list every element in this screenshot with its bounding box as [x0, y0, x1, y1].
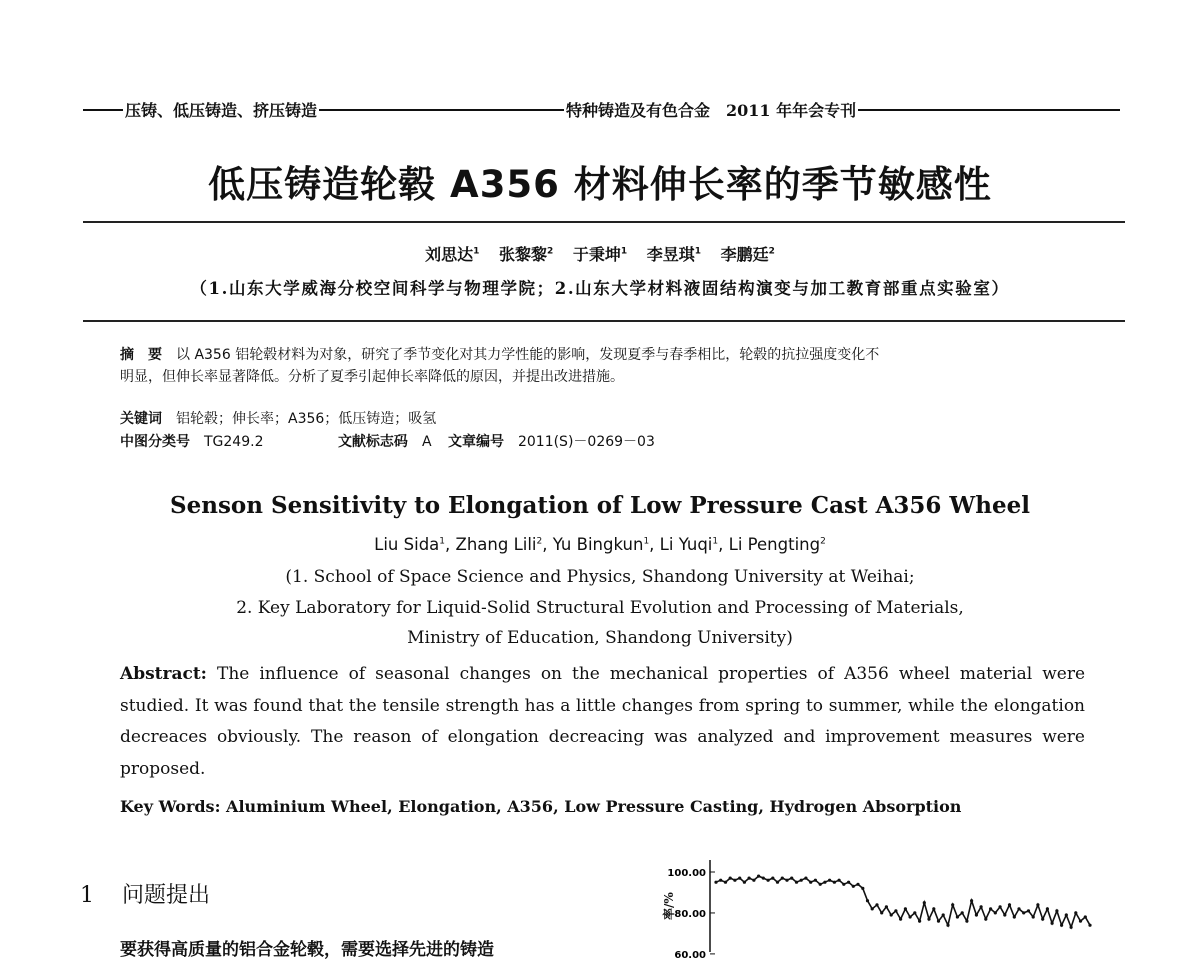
data-point [1088, 924, 1091, 927]
data-point [785, 879, 788, 882]
header-left-text: 压铸、低压铸造、挤压铸造 [123, 98, 319, 121]
data-point [852, 885, 855, 888]
data-point [1070, 926, 1073, 929]
series-line [716, 876, 1090, 927]
section-number: 1 [80, 883, 94, 908]
data-point [904, 907, 907, 910]
data-point [871, 907, 874, 910]
data-point [738, 877, 741, 880]
data-point [885, 905, 888, 908]
data-point [961, 911, 964, 914]
data-point [918, 920, 921, 923]
data-point [970, 899, 973, 902]
data-point [733, 879, 736, 882]
data-point [989, 907, 992, 910]
data-point [861, 887, 864, 890]
data-point [719, 879, 722, 882]
data-point [1079, 920, 1082, 923]
data-point [1022, 911, 1025, 914]
elongation-chart [660, 860, 1100, 960]
data-point [1017, 907, 1020, 910]
data-point [819, 883, 822, 886]
data-point [1051, 922, 1054, 925]
data-point [1003, 913, 1006, 916]
data-point [942, 913, 945, 916]
doc-code: A [421, 434, 432, 450]
data-point [999, 905, 1002, 908]
classification-line [120, 431, 1085, 453]
data-point [975, 913, 978, 916]
data-point [1041, 918, 1044, 921]
affiliation-rule [83, 320, 1125, 322]
data-point [913, 911, 916, 914]
author: 刘思达$^1$ [425, 245, 480, 264]
data-point [757, 875, 760, 878]
data-point [980, 905, 983, 908]
data-point [909, 915, 912, 918]
data-point [1065, 913, 1068, 916]
data-point [729, 877, 732, 880]
data-point [804, 877, 807, 880]
keywords-cn-text: 铝轮毂；伸长率；A356；低压铸造；吸氢 [176, 411, 437, 427]
paper-title: 低压铸造轮毂 A356 材料伸长率的季节敏感性 [208, 163, 992, 206]
abstract-cn-label: 摘 要 [120, 347, 162, 363]
running-header [83, 96, 1120, 124]
y-tick-label: 60.00 [674, 949, 706, 960]
data-point [842, 883, 845, 886]
clc-code: TG249.2 [204, 434, 264, 450]
english-keywords-text: Aluminium Wheel, Elongation, A356, Low Pressure Casting, Hydrogen Absorption [226, 797, 962, 816]
data-point [800, 879, 803, 882]
data-point [1036, 903, 1039, 906]
data-point [828, 879, 831, 882]
data-point [932, 907, 935, 910]
data-point [1013, 915, 1016, 918]
article-label: 文章编号 [447, 434, 504, 450]
data-point [748, 877, 751, 880]
data-point [724, 881, 727, 884]
data-point [743, 881, 746, 884]
data-point [927, 918, 930, 921]
english-abstract-label: Abstract: [120, 664, 207, 684]
y-tick-label: 80.00 [674, 908, 706, 920]
data-point [951, 903, 954, 906]
data-point [866, 899, 869, 902]
data-point [809, 881, 812, 884]
data-point [946, 924, 949, 927]
data-point [776, 881, 779, 884]
data-point [856, 883, 859, 886]
data-point [1074, 911, 1077, 914]
chart-y-axis-label: 率/% [662, 892, 676, 920]
clc-label: 中图分类号 [120, 434, 190, 450]
affiliation: （1.山东大学威海分校空间科学与物理学院；2.山东大学材料液固结构演变与加工教育部重点实验室） [190, 279, 1010, 298]
data-point [894, 909, 897, 912]
author: 李昱琪$^1$ [646, 245, 701, 264]
author: 于秉坤$^1$ [572, 245, 628, 264]
data-point [1032, 915, 1035, 918]
data-point [1046, 907, 1049, 910]
abstract-cn-line: 以 A356 铝轮毂材料为对象，研究了季节变化对其力学性能的影响，发现夏季与春季相比，轮毂的抗拉强度变化不 [176, 347, 880, 363]
data-point [767, 879, 770, 882]
data-point [890, 913, 893, 916]
english-affiliation-3: Ministry of Education, Shandong University) [407, 628, 793, 648]
data-point [795, 881, 798, 884]
english-affiliation-1: (1. School of Space Science and Physics, Shandong University at Weihai; [285, 567, 915, 587]
section-title: 问题提出 [122, 883, 211, 908]
data-point [937, 920, 940, 923]
data-point [814, 879, 817, 882]
title-rule [83, 221, 1125, 223]
data-point [1008, 903, 1011, 906]
data-point [956, 915, 959, 918]
keywords-cn-label: 关键词 [120, 411, 162, 427]
english-authors: Liu Sida$^1$, Zhang Lili$^2$, Yu Bingkun$^1$, Li Yuqi$^1$, Li Pengting$^2$ [374, 535, 826, 554]
data-point [965, 920, 968, 923]
data-point [771, 877, 774, 880]
body-text-start: 要获得高质量的铝合金轮毂，需要选择先进的铸造 [120, 940, 494, 960]
english-keywords [120, 797, 1085, 816]
article-number: 2011(S)－0269－03 [517, 434, 655, 450]
data-point [752, 879, 755, 882]
data-point [1084, 915, 1087, 918]
data-point [762, 877, 765, 880]
keywords-cn [120, 408, 1085, 430]
header-right-text: 特种铸造及有色合金 2011 年年会专刊 [564, 98, 858, 121]
english-abstract-text: The influence of seasonal changes on the mechanical properties of A356 wheel material were studied. It was found that the tensile strength has a little changes from spring to summer, while the elongation decreaces obviously. The reason of elongation decreacing was analyzed and improvement measures were proposed. [120, 664, 1086, 779]
section-heading [80, 878, 210, 909]
data-point [1060, 924, 1063, 927]
data-point [823, 881, 826, 884]
author-list [0, 242, 1200, 265]
abstract-cn-line: 明显，但伸长率显著降低。分析了夏季引起伸长率降低的原因，并提出改进措施。 [120, 369, 624, 385]
data-point [994, 911, 997, 914]
data-point [880, 911, 883, 914]
data-point [714, 881, 717, 884]
data-point [875, 903, 878, 906]
data-point [899, 918, 902, 921]
english-abstract [120, 659, 1085, 785]
data-point [838, 879, 841, 882]
abstract-cn [120, 344, 1085, 388]
data-point [847, 881, 850, 884]
data-point [984, 918, 987, 921]
doc-label: 文献标志码 [337, 434, 408, 450]
author: 张黎黎$^2$ [499, 245, 554, 264]
data-point [833, 881, 836, 884]
data-point [1027, 909, 1030, 912]
english-title: Senson Sensitivity to Elongation of Low Pressure Cast A356 Wheel [169, 492, 1030, 519]
english-affiliation-2: 2. Key Laboratory for Liquid-Solid Structural Evolution and Processing of Materials, [236, 598, 964, 618]
english-keywords-label: Key Words: [120, 797, 221, 816]
data-point [781, 877, 784, 880]
data-point [923, 901, 926, 904]
author: 李鹏廷$^2$ [720, 245, 775, 264]
data-point [1055, 909, 1058, 912]
data-point [790, 877, 793, 880]
y-tick-label: 100.00 [667, 868, 706, 879]
